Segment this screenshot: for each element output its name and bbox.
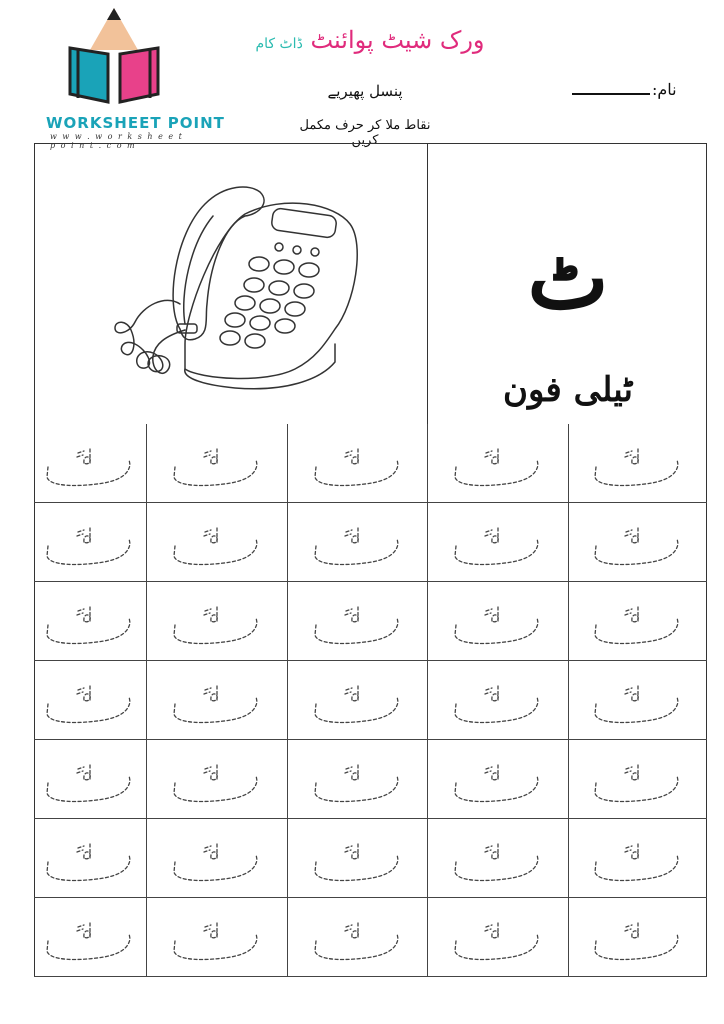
dotted-letter-tay-icon [592, 437, 684, 489]
dotted-letter-tay-icon [592, 832, 684, 884]
dotted-letter-tay-icon [171, 832, 263, 884]
practice-cell[interactable] [147, 582, 288, 661]
dotted-letter-tay-icon [312, 832, 404, 884]
dotted-letter-tay-icon [452, 516, 544, 568]
practice-cell[interactable] [34, 898, 147, 977]
practice-cell[interactable] [147, 424, 288, 503]
dotted-letter-tay-icon [452, 674, 544, 726]
practice-cell[interactable] [428, 661, 569, 740]
practice-cell[interactable] [288, 503, 428, 582]
title-main: ورک شیٹ پوائنٹ [310, 26, 485, 54]
practice-cell[interactable] [288, 582, 428, 661]
practice-cell[interactable] [288, 740, 428, 819]
instruction-connect-dots: نقاط ملا کر حرف مکمل کریں [299, 118, 431, 148]
title-suffix: ڈاٹ کام [255, 36, 303, 52]
practice-cell[interactable] [34, 740, 147, 819]
dotted-letter-tay-icon [171, 674, 263, 726]
practice-cell[interactable] [569, 661, 707, 740]
dotted-letter-tay-icon [312, 753, 404, 805]
practice-cell[interactable] [34, 819, 147, 898]
practice-cell[interactable] [288, 819, 428, 898]
practice-cell[interactable] [288, 424, 428, 503]
dotted-letter-tay-icon [592, 595, 684, 647]
dotted-letter-tay-icon [312, 595, 404, 647]
practice-cell[interactable] [569, 898, 707, 977]
picture-cell [35, 144, 427, 424]
featured-letter: ٹ [527, 228, 609, 329]
dotted-letter-tay-icon [452, 911, 544, 963]
logo-url: w w w . w o r k s h e e t p o i n t . c o m [50, 132, 184, 150]
dotted-letter-tay-icon [592, 753, 684, 805]
dotted-letter-tay-icon [44, 437, 136, 489]
dotted-letter-tay-icon [312, 437, 404, 489]
practice-grid [34, 424, 707, 977]
practice-cell[interactable] [34, 503, 147, 582]
telephone-icon [35, 144, 427, 424]
practice-cell[interactable] [147, 503, 288, 582]
name-line[interactable] [572, 93, 650, 95]
dotted-letter-tay-icon [171, 437, 263, 489]
practice-cell[interactable] [147, 898, 288, 977]
logo [40, 6, 225, 150]
dotted-letter-tay-icon [171, 516, 263, 568]
instruction-trace: پنسل پھیریے [327, 82, 403, 100]
page-title [240, 26, 500, 54]
dotted-letter-tay-icon [452, 832, 544, 884]
logo-brand [46, 114, 226, 132]
practice-cell[interactable] [428, 503, 569, 582]
dotted-letter-tay-icon [452, 595, 544, 647]
practice-cell[interactable] [34, 582, 147, 661]
practice-cell[interactable] [288, 898, 428, 977]
dotted-letter-tay-icon [452, 437, 544, 489]
practice-cell[interactable] [147, 661, 288, 740]
practice-cell[interactable] [147, 740, 288, 819]
dotted-letter-tay-icon [171, 911, 263, 963]
dotted-letter-tay-icon [44, 832, 136, 884]
logo-brand-text: WORKSHEET POINT [46, 114, 225, 132]
practice-cell[interactable] [34, 424, 147, 503]
dotted-letter-tay-icon [44, 595, 136, 647]
dotted-letter-tay-icon [171, 753, 263, 805]
name-label: نام: [652, 80, 677, 99]
practice-cell[interactable] [428, 819, 569, 898]
practice-cell[interactable] [428, 898, 569, 977]
practice-cell[interactable] [428, 740, 569, 819]
featured-word: ٹیلی فون [503, 370, 633, 410]
practice-cell[interactable] [428, 582, 569, 661]
dotted-letter-tay-icon [312, 911, 404, 963]
practice-cell[interactable] [569, 582, 707, 661]
dotted-letter-tay-icon [452, 753, 544, 805]
dotted-letter-tay-icon [592, 674, 684, 726]
practice-cell[interactable] [34, 661, 147, 740]
practice-cell[interactable] [288, 661, 428, 740]
practice-cell[interactable] [569, 740, 707, 819]
dotted-letter-tay-icon [44, 753, 136, 805]
dotted-letter-tay-icon [592, 516, 684, 568]
dotted-letter-tay-icon [592, 911, 684, 963]
dotted-letter-tay-icon [44, 674, 136, 726]
practice-cell[interactable] [569, 424, 707, 503]
dotted-letter-tay-icon [44, 911, 136, 963]
dotted-letter-tay-icon [312, 674, 404, 726]
dotted-letter-tay-icon [44, 516, 136, 568]
practice-cell[interactable] [569, 819, 707, 898]
practice-cell[interactable] [428, 424, 569, 503]
book-pencil-logo [64, 6, 164, 110]
practice-cell[interactable] [569, 503, 707, 582]
dotted-letter-tay-icon [171, 595, 263, 647]
practice-cell[interactable] [147, 819, 288, 898]
top-divider [427, 143, 428, 425]
dotted-letter-tay-icon [312, 516, 404, 568]
